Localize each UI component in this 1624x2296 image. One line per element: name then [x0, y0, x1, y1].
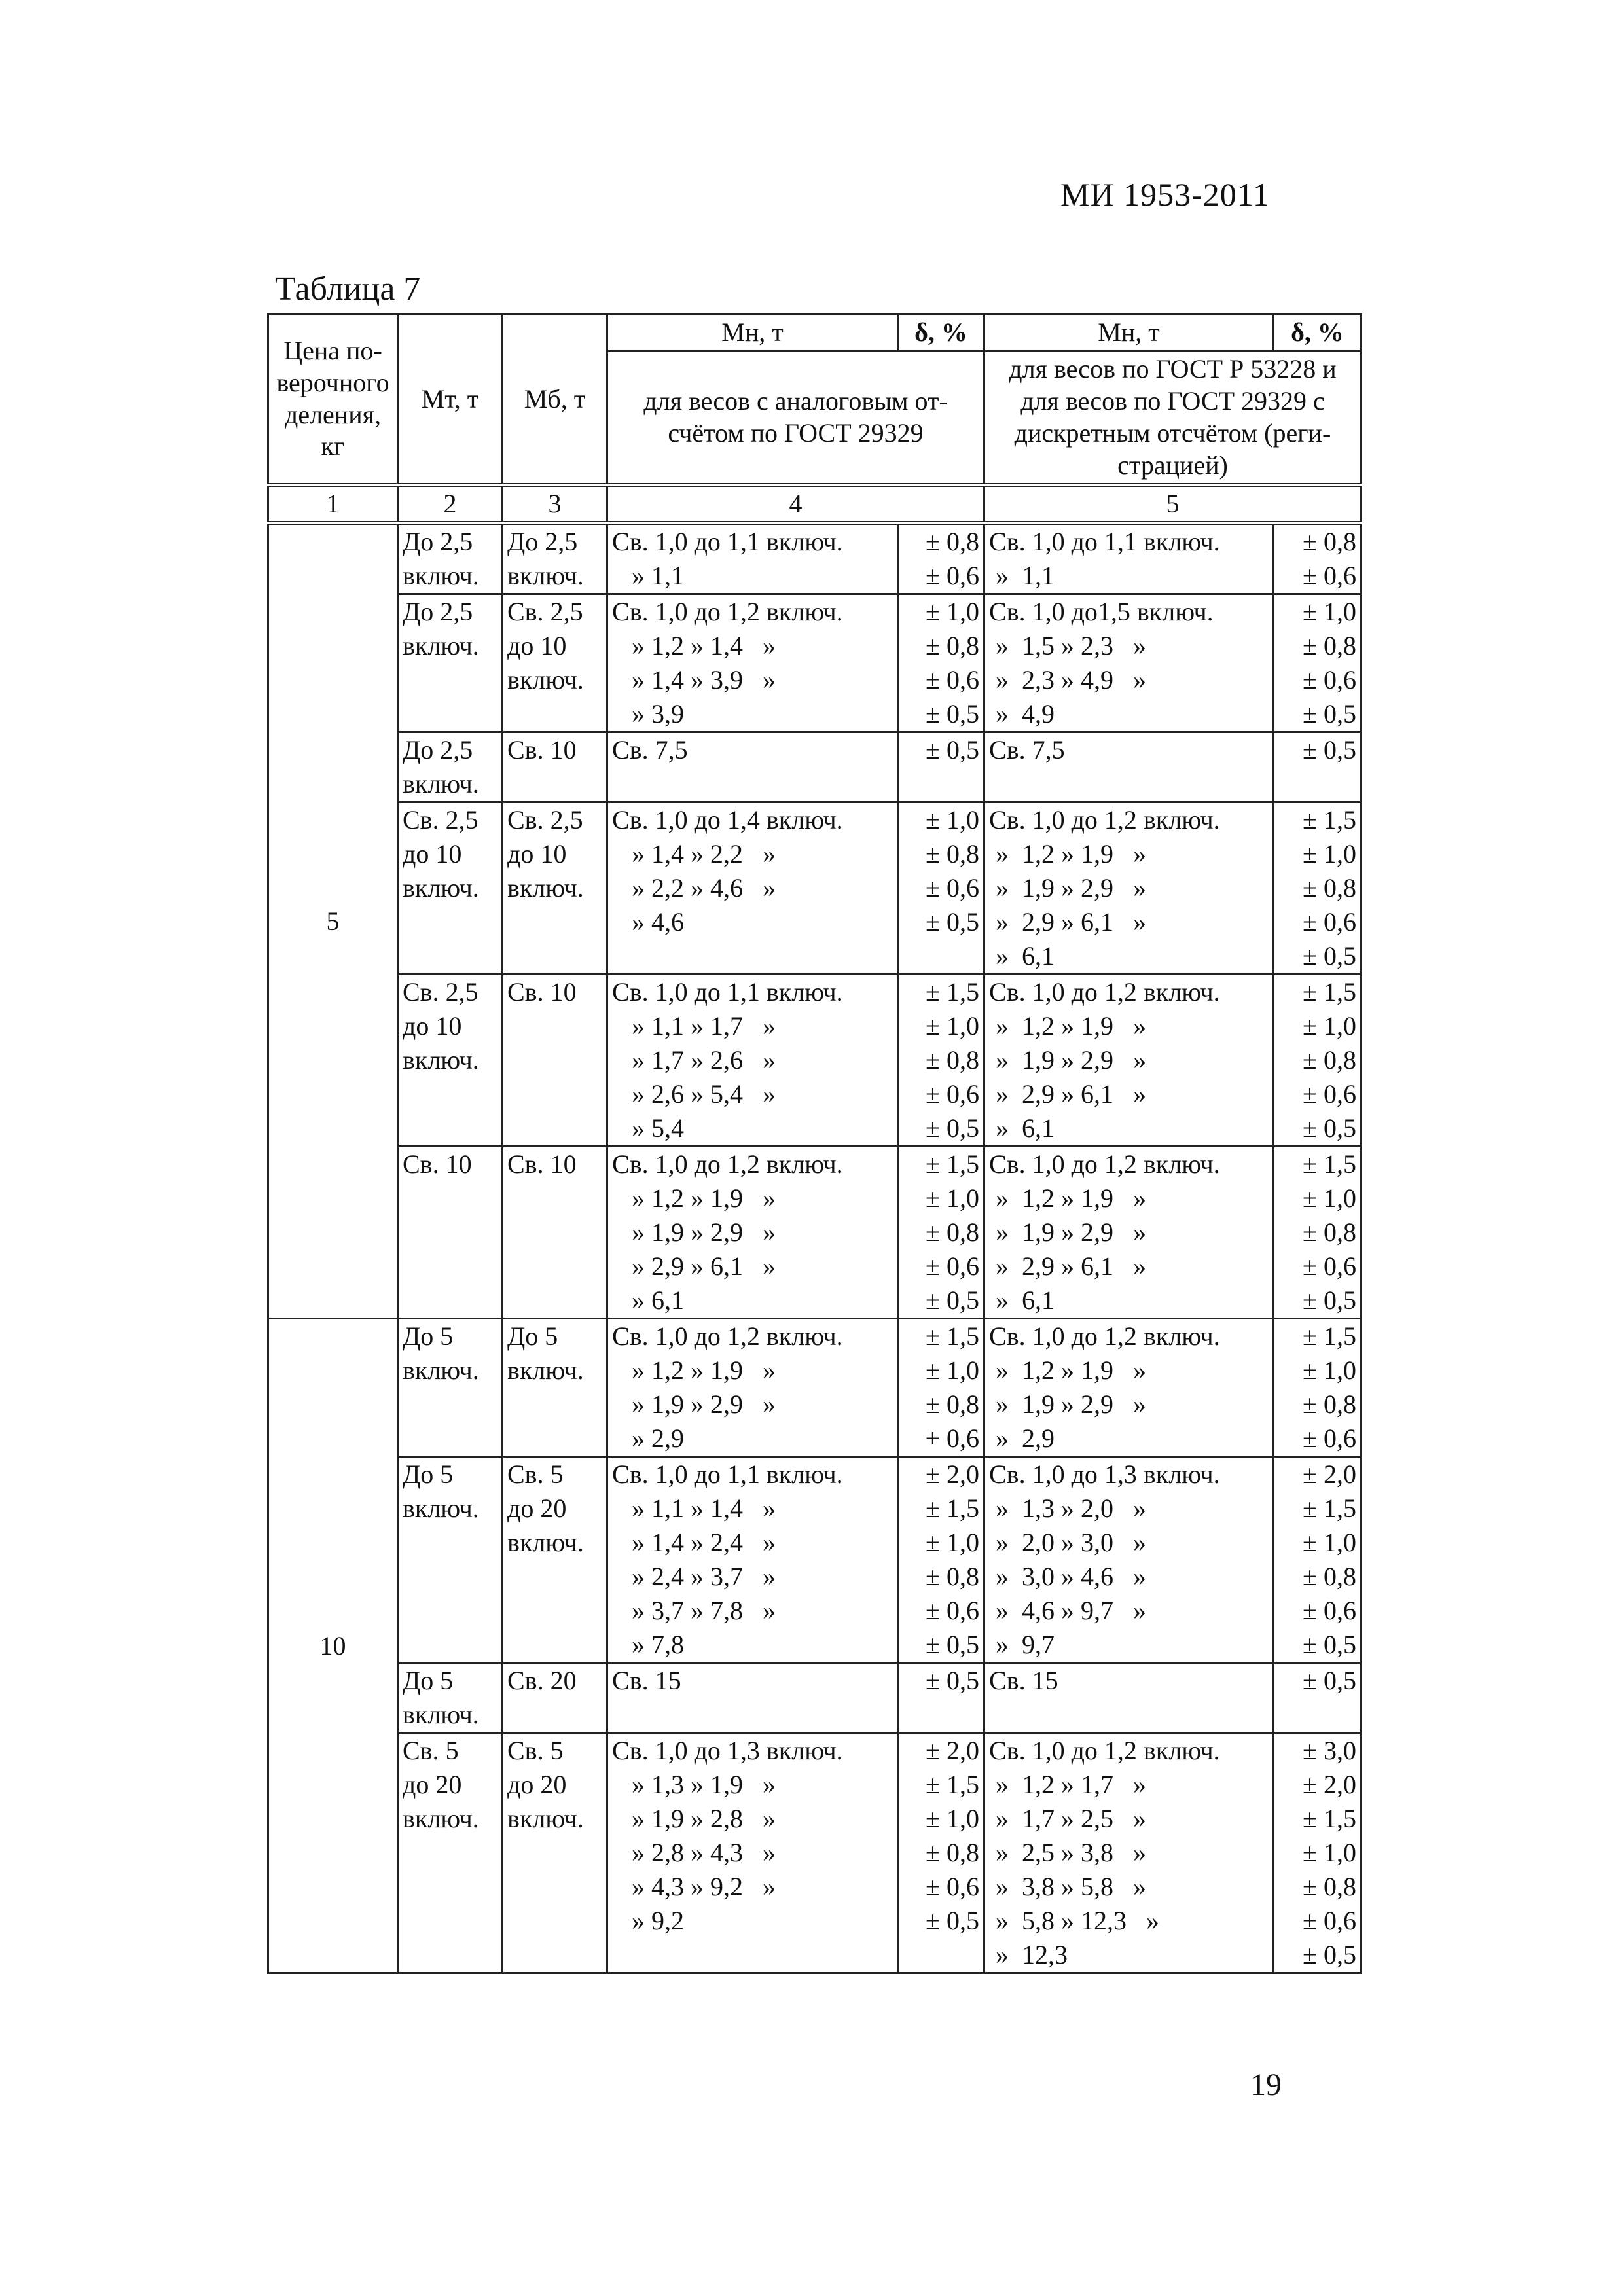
mb-cell: [503, 802, 607, 975]
cell-line: ± 1,0: [1303, 1355, 1356, 1385]
mt-cell: [398, 802, 503, 975]
cell-line: ± 1,0: [926, 597, 979, 626]
cell-line: Св. 5: [403, 1736, 459, 1765]
cell-line: Св. 7,5: [989, 735, 1065, 764]
mn-analog-cell: [607, 802, 898, 975]
table-row: [268, 732, 1362, 802]
cell-line: » 1,2 » 1,9 »: [989, 1011, 1146, 1041]
cell-line: ± 0,8: [926, 527, 979, 556]
cell-line: ± 1,0: [1303, 839, 1356, 869]
cell-line: Св. 1,0 до 1,2 включ.: [989, 977, 1220, 1007]
table-caption: Таблица 7: [275, 270, 421, 308]
cell-line: » 2,2 » 4,6 »: [612, 873, 776, 903]
cell-line: ± 0,8: [926, 1390, 979, 1419]
cell-line: » 5,8 » 12,3 »: [989, 1906, 1159, 1935]
cell-line: Св. 2,5: [403, 805, 478, 834]
mt-cell: [398, 1457, 503, 1663]
cell-line: Св. 1,0 до 1,2 включ.: [989, 805, 1220, 834]
cell-line: ± 0,6: [926, 1872, 979, 1901]
cell-line: ± 0,6: [1303, 665, 1356, 694]
table-row: [268, 975, 1362, 1147]
cell-line: до 10: [507, 631, 567, 660]
cena-value: 10: [268, 1319, 398, 1973]
document-number: МИ 1953-2011: [1060, 176, 1270, 213]
cell-line: » 4,9: [989, 699, 1055, 728]
cell-line: » 1,3 » 1,9 »: [612, 1770, 776, 1799]
cell-line: Св. 20: [507, 1666, 577, 1695]
delta-discrete-cell: [1274, 1733, 1362, 1973]
cell-line: ± 1,0: [1303, 1838, 1356, 1867]
table-row: [268, 802, 1362, 975]
mt-cell: [398, 732, 503, 802]
cell-line: ± 1,5: [926, 1770, 979, 1799]
cell-line: Св. 1,0 до 1,2 включ.: [612, 1149, 843, 1179]
cell-line: ± 0,5: [1303, 699, 1356, 728]
cell-line: ± 1,0: [926, 1011, 979, 1041]
cell-line: ± 0,5: [1303, 1630, 1356, 1659]
cell-line: » 1,5 » 2,3 »: [989, 631, 1146, 660]
cell-line: Св. 5: [507, 1736, 564, 1765]
cell-line: ± 1,5: [1303, 1494, 1356, 1523]
cell-line: до 10: [507, 839, 567, 869]
header-mn-5: Мн, т: [984, 314, 1274, 351]
header-mt: Мт, т: [398, 314, 503, 486]
col-number-4: 4: [607, 485, 984, 523]
cell-line: до 20: [403, 1770, 462, 1799]
cell-line: » 1,9 » 2,8 »: [612, 1804, 776, 1833]
cell-line: » 1,2 » 1,9 »: [989, 1183, 1146, 1213]
cell-line: ± 0,6: [926, 665, 979, 694]
cell-line: ± 0,6: [926, 873, 979, 903]
cell-line: » 4,6 » 9,7 »: [989, 1596, 1146, 1625]
cell-line: Св. 1,0 до 1,1 включ.: [612, 1460, 843, 1489]
cell-line: ± 1,0: [926, 1804, 979, 1833]
mn-analog-cell: [607, 975, 898, 1147]
cell-line: » 6,1: [612, 1285, 684, 1315]
cell-line: включ.: [507, 561, 584, 590]
cell-line: » 1,9 » 2,9 »: [989, 1045, 1146, 1075]
cell-line: ± 1,5: [1303, 1149, 1356, 1179]
header-sub-4: для весов с аналоговым отсчётом по ГОСТ 29329: [607, 351, 984, 486]
mn-analog-cell: [607, 1319, 898, 1457]
cell-line: » 2,5 » 3,8 »: [989, 1838, 1146, 1867]
cell-line: » 1,2 » 1,7 »: [989, 1770, 1146, 1799]
cell-line: ± 0,8: [926, 1838, 979, 1867]
cell-line: включ.: [403, 1804, 479, 1833]
mn-discrete-cell: [984, 732, 1274, 802]
mn-discrete-cell: [984, 1663, 1274, 1733]
delta-analog-cell: [898, 802, 984, 975]
table-row: [268, 1147, 1362, 1319]
cell-line: » 1,2 » 1,9 »: [612, 1183, 776, 1213]
cell-line: » 12,3: [989, 1940, 1068, 1969]
cell-line: ± 1,0: [926, 1528, 979, 1557]
cell-line: » 1,4 » 2,4 »: [612, 1528, 776, 1557]
cell-line: Св. 10: [507, 977, 577, 1007]
cell-line: до 20: [507, 1494, 567, 1523]
cell-line: Св. 15: [612, 1666, 681, 1695]
cell-line: » 2,0 » 3,0 »: [989, 1528, 1146, 1557]
cell-line: Св. 1,0 до 1,3 включ.: [612, 1736, 843, 1765]
cell-line: » 3,7 » 7,8 »: [612, 1596, 776, 1625]
cell-line: Св. 10: [507, 1149, 577, 1179]
cell-line: » 2,9 » 6,1 »: [989, 1251, 1146, 1281]
cell-line: включ.: [403, 1494, 479, 1523]
delta-discrete-cell: [1274, 594, 1362, 732]
delta-analog-cell: [898, 975, 984, 1147]
cell-line: ± 0,5: [1303, 1940, 1356, 1969]
mn-discrete-cell: [984, 523, 1274, 594]
mb-cell: [503, 1663, 607, 1733]
cell-line: » 2,6 » 5,4 »: [612, 1079, 776, 1109]
cell-line: До 5: [403, 1666, 454, 1695]
cell-line: ± 1,0: [926, 805, 979, 834]
cell-line: » 1,7 » 2,6 »: [612, 1045, 776, 1075]
mn-discrete-cell: [984, 975, 1274, 1147]
cell-line: » 1,7 » 2,5 »: [989, 1804, 1146, 1833]
cell-line: » 2,3 » 4,9 »: [989, 665, 1146, 694]
cell-line: » 2,9 » 6,1 »: [989, 907, 1146, 937]
cell-line: ± 3,0: [1303, 1736, 1356, 1765]
mn-analog-cell: [607, 1733, 898, 1973]
cell-line: Св. 1,0 до 1,2 включ.: [989, 1321, 1220, 1351]
cell-line: включ.: [507, 1355, 584, 1385]
cell-line: » 1,4 » 2,2 »: [612, 839, 776, 869]
cell-line: Св. 2,5: [403, 977, 478, 1007]
cell-line: ± 0,5: [926, 907, 979, 937]
cell-line: + 0,6: [925, 1424, 979, 1453]
cell-line: ± 0,8: [1303, 1390, 1356, 1419]
cell-line: ± 0,5: [926, 1285, 979, 1315]
cell-line: ± 1,0: [1303, 1011, 1356, 1041]
mn-discrete-cell: [984, 1147, 1274, 1319]
cell-line: ± 1,5: [1303, 805, 1356, 834]
delta-analog-cell: [898, 1147, 984, 1319]
cell-line: ± 0,6: [1303, 1596, 1356, 1625]
cell-line: » 1,9 » 2,9 »: [612, 1390, 776, 1419]
cell-line: до 10: [403, 839, 462, 869]
cell-line: ± 0,5: [1303, 735, 1356, 764]
cell-line: ± 0,6: [1303, 907, 1356, 937]
cell-line: » 3,9: [612, 699, 684, 728]
mn-discrete-cell: [984, 1733, 1274, 1973]
delta-analog-cell: [898, 1733, 984, 1973]
mb-cell: [503, 1457, 607, 1663]
cell-line: » 1,9 » 2,9 »: [989, 1390, 1146, 1419]
mn-analog-cell: [607, 732, 898, 802]
mt-cell: [398, 1663, 503, 1733]
cell-line: » 4,6: [612, 907, 684, 937]
cell-line: ± 0,5: [1303, 1666, 1356, 1695]
cell-line: ± 0,8: [1303, 873, 1356, 903]
cell-line: включ.: [403, 631, 479, 660]
cell-line: включ.: [507, 873, 584, 903]
cell-line: ± 0,5: [926, 1666, 979, 1695]
cell-line: ± 0,8: [1303, 1562, 1356, 1591]
header-sub-5: для весов по ГОСТ Р 53228 и для весов по ГОСТ 29329 с дискретным отсчётом (регистрацией): [984, 351, 1362, 486]
cell-line: » 1,3 » 2,0 »: [989, 1494, 1146, 1523]
mn-discrete-cell: [984, 802, 1274, 975]
header-mb: Мб, т: [503, 314, 607, 486]
delta-discrete-cell: [1274, 1663, 1362, 1733]
cell-line: ± 1,5: [926, 1149, 979, 1179]
cell-line: » 1,2 » 1,9 »: [612, 1355, 776, 1385]
cell-line: » 2,9 » 6,1 »: [612, 1251, 776, 1281]
cell-line: » 1,2 » 1,4 »: [612, 631, 776, 660]
header-delta-4: δ, %: [898, 314, 984, 351]
cell-line: » 1,1: [612, 561, 684, 590]
cell-line: Св. 10: [507, 735, 577, 764]
cell-line: ± 2,0: [1303, 1460, 1356, 1489]
cell-line: включ.: [507, 665, 584, 694]
cell-line: ± 0,8: [926, 631, 979, 660]
cell-line: » 9,7: [989, 1630, 1055, 1659]
table-row: [268, 1733, 1362, 1973]
cell-line: » 7,8: [612, 1630, 684, 1659]
header-delta-5: δ, %: [1274, 314, 1362, 351]
cell-line: ± 0,5: [1303, 1113, 1356, 1143]
cell-line: ± 0,8: [926, 1045, 979, 1075]
cell-line: » 1,9 » 2,9 »: [612, 1217, 776, 1247]
delta-discrete-cell: [1274, 1147, 1362, 1319]
cell-line: Св. 2,5: [507, 805, 583, 834]
cell-line: до 20: [507, 1770, 567, 1799]
cell-line: ± 0,8: [1303, 527, 1356, 556]
cell-line: ± 0,8: [1303, 631, 1356, 660]
cell-line: До 2,5: [403, 735, 473, 764]
delta-analog-cell: [898, 523, 984, 594]
cell-line: » 1,2 » 1,9 »: [989, 1355, 1146, 1385]
cell-line: ± 0,5: [1303, 941, 1356, 971]
cell-line: ± 1,5: [926, 977, 979, 1007]
cell-line: Св. 7,5: [612, 735, 688, 764]
mb-cell: [503, 1147, 607, 1319]
mt-cell: [398, 594, 503, 732]
cell-line: включ.: [403, 1355, 479, 1385]
delta-analog-cell: [898, 1663, 984, 1733]
cell-line: Св. 1,0 до 1,1 включ.: [989, 527, 1220, 556]
cell-line: Св. 1,0 до 1,2 включ.: [989, 1149, 1220, 1179]
cell-line: Св. 1,0 до 1,1 включ.: [612, 977, 843, 1007]
cell-line: ± 1,5: [926, 1494, 979, 1523]
cell-line: ± 0,5: [926, 699, 979, 728]
cell-line: Св. 10: [403, 1149, 472, 1179]
cell-line: » 2,9: [612, 1424, 684, 1453]
header-cena: Цена поверочного деления, кг: [268, 314, 398, 486]
cell-line: » 2,9: [989, 1424, 1055, 1453]
table-row: [268, 1457, 1362, 1663]
delta-analog-cell: [898, 732, 984, 802]
cell-line: ± 0,5: [926, 735, 979, 764]
mb-cell: [503, 594, 607, 732]
cell-line: » 6,1: [989, 1285, 1055, 1315]
cell-line: До 5: [403, 1460, 454, 1489]
cell-line: ± 0,8: [926, 1562, 979, 1591]
mn-analog-cell: [607, 1147, 898, 1319]
cell-line: Св. 1,0 до 1,2 включ.: [612, 1321, 843, 1351]
mn-analog-cell: [607, 523, 898, 594]
cell-line: до 10: [403, 1011, 462, 1041]
cell-line: ± 0,6: [926, 1596, 979, 1625]
mt-cell: [398, 1147, 503, 1319]
cell-line: включ.: [403, 769, 479, 798]
cell-line: » 1,9 » 2,9 »: [989, 1217, 1146, 1247]
mn-discrete-cell: [984, 1319, 1274, 1457]
cell-line: ± 0,6: [1303, 1906, 1356, 1935]
cell-line: Св. 1,0 до 1,2 включ.: [612, 597, 843, 626]
cell-line: До 5: [403, 1321, 454, 1351]
cell-line: » 3,8 » 5,8 »: [989, 1872, 1146, 1901]
cell-line: ± 1,0: [1303, 1183, 1356, 1213]
verification-table: [267, 313, 1362, 1974]
cell-line: ± 0,8: [926, 839, 979, 869]
cell-line: » 2,9 » 6,1 »: [989, 1079, 1146, 1109]
cell-line: » 2,4 » 3,7 »: [612, 1562, 776, 1591]
col-number-2: 2: [398, 485, 503, 523]
cell-line: » 5,4: [612, 1113, 684, 1143]
cell-line: ± 2,0: [926, 1736, 979, 1765]
cell-line: Св. 1,0 до 1,2 включ.: [989, 1736, 1220, 1765]
cell-line: До 2,5: [403, 597, 473, 626]
mt-cell: [398, 1319, 503, 1457]
cell-line: » 1,4 » 3,9 »: [612, 665, 776, 694]
cell-line: включ.: [403, 561, 479, 590]
cell-line: ± 0,6: [1303, 1251, 1356, 1281]
mn-discrete-cell: [984, 594, 1274, 732]
delta-discrete-cell: [1274, 1457, 1362, 1663]
cell-line: ± 0,5: [1303, 1285, 1356, 1315]
cell-line: включ.: [403, 1045, 479, 1075]
cell-line: ± 1,0: [926, 1183, 979, 1213]
mn-discrete-cell: [984, 1457, 1274, 1663]
cell-line: Св. 15: [989, 1666, 1058, 1695]
mt-cell: [398, 975, 503, 1147]
cell-line: Св. 1,0 до 1,1 включ.: [612, 527, 843, 556]
cell-line: ± 1,0: [1303, 1528, 1356, 1557]
mn-analog-cell: [607, 1663, 898, 1733]
mb-cell: [503, 1319, 607, 1457]
cell-line: ± 1,0: [926, 1355, 979, 1385]
cell-line: » 9,2: [612, 1906, 684, 1935]
mb-cell: [503, 975, 607, 1147]
cell-line: До 2,5: [403, 527, 473, 556]
mb-cell: [503, 732, 607, 802]
cell-line: ± 1,0: [1303, 597, 1356, 626]
mt-cell: [398, 1733, 503, 1973]
cell-line: » 4,3 » 9,2 »: [612, 1872, 776, 1901]
cell-line: » 1,2 » 1,9 »: [989, 839, 1146, 869]
cell-line: ± 0,6: [1303, 561, 1356, 590]
cena-value: 5: [268, 523, 398, 1319]
mn-analog-cell: [607, 1457, 898, 1663]
table-row: [268, 1319, 1362, 1457]
cell-line: ± 1,5: [1303, 1804, 1356, 1833]
cell-line: » 6,1: [989, 941, 1055, 971]
cell-line: включ.: [507, 1528, 584, 1557]
cell-line: Св. 2,5: [507, 597, 583, 626]
col-number-1: 1: [268, 485, 398, 523]
col-number-3: 3: [503, 485, 607, 523]
cell-line: ± 0,8: [926, 1217, 979, 1247]
delta-analog-cell: [898, 1319, 984, 1457]
table-row: [268, 1663, 1362, 1733]
table-row: [268, 523, 1362, 594]
cell-line: включ.: [403, 873, 479, 903]
cell-line: ± 0,6: [1303, 1424, 1356, 1453]
mb-cell: [503, 1733, 607, 1973]
cell-line: ± 0,5: [926, 1906, 979, 1935]
delta-discrete-cell: [1274, 732, 1362, 802]
cell-line: ± 2,0: [926, 1460, 979, 1489]
cell-line: » 1,1: [989, 561, 1055, 590]
page-number: 19: [1250, 2068, 1282, 2102]
cell-line: ± 2,0: [1303, 1770, 1356, 1799]
cell-line: ± 0,6: [926, 1251, 979, 1281]
mb-cell: [503, 523, 607, 594]
cell-line: включ.: [507, 1804, 584, 1833]
cell-line: » 6,1: [989, 1113, 1055, 1143]
cell-line: » 1,1 » 1,4 »: [612, 1494, 776, 1523]
cell-line: » 2,8 » 4,3 »: [612, 1838, 776, 1867]
delta-discrete-cell: [1274, 1319, 1362, 1457]
header-mn-4: Мн, т: [607, 314, 898, 351]
cell-line: ± 0,8: [1303, 1872, 1356, 1901]
delta-analog-cell: [898, 1457, 984, 1663]
mn-analog-cell: [607, 594, 898, 732]
delta-discrete-cell: [1274, 802, 1362, 975]
table-row: [268, 594, 1362, 732]
cell-line: ± 1,5: [1303, 977, 1356, 1007]
cell-line: ± 1,5: [926, 1321, 979, 1351]
cell-line: ± 0,8: [1303, 1045, 1356, 1075]
cell-line: ± 0,6: [926, 561, 979, 590]
cell-line: ± 0,8: [1303, 1217, 1356, 1247]
cell-line: Св. 1,0 до 1,4 включ.: [612, 805, 843, 834]
delta-analog-cell: [898, 594, 984, 732]
delta-discrete-cell: [1274, 975, 1362, 1147]
cell-line: ± 0,5: [926, 1113, 979, 1143]
mt-cell: [398, 523, 503, 594]
cell-line: ± 0,6: [1303, 1079, 1356, 1109]
cell-line: включ.: [403, 1700, 479, 1729]
cell-line: ± 0,6: [926, 1079, 979, 1109]
cell-line: » 3,0 » 4,6 »: [989, 1562, 1146, 1591]
cell-line: Св. 1,0 до1,5 включ.: [989, 597, 1214, 626]
cell-line: До 2,5: [507, 527, 578, 556]
cell-line: До 5: [507, 1321, 558, 1351]
cell-line: Св. 5: [507, 1460, 564, 1489]
cell-line: ± 0,5: [926, 1630, 979, 1659]
cell-line: » 1,1 » 1,7 »: [612, 1011, 776, 1041]
col-number-5: 5: [984, 485, 1362, 523]
cell-line: » 1,9 » 2,9 »: [989, 873, 1146, 903]
cell-line: ± 1,5: [1303, 1321, 1356, 1351]
delta-discrete-cell: [1274, 523, 1362, 594]
cell-line: Св. 1,0 до 1,3 включ.: [989, 1460, 1220, 1489]
